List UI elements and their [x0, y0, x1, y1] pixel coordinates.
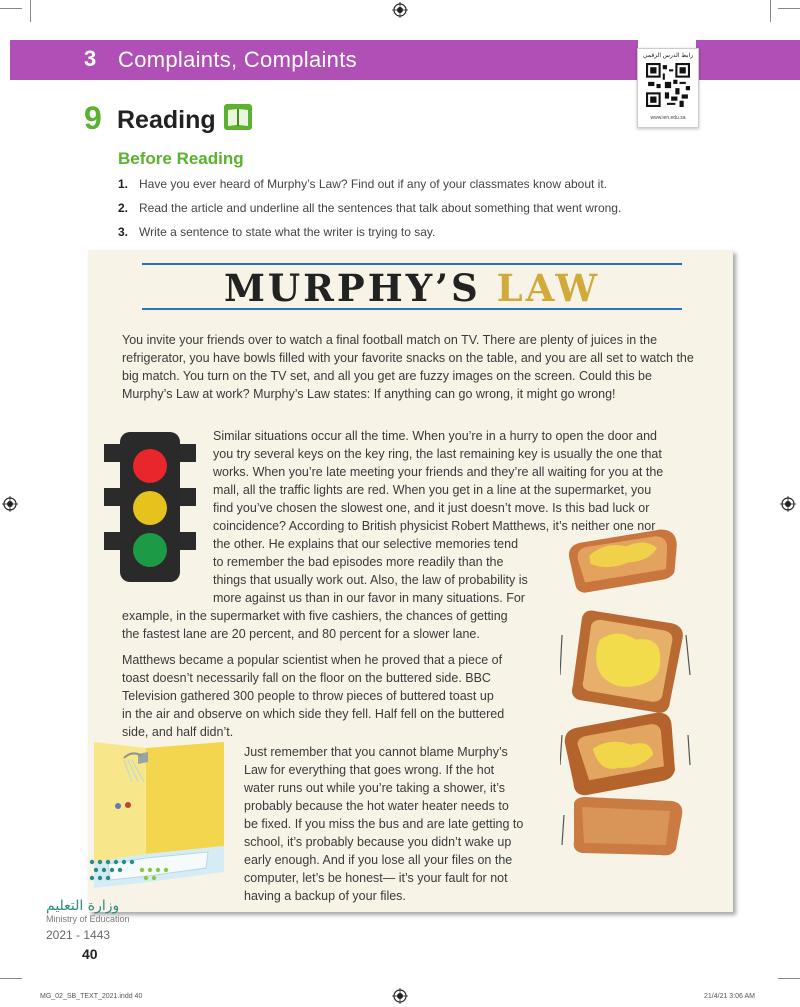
paragraph-3-line: Matthews became a popular scientist when he proved that a piece of	[122, 653, 503, 667]
paragraph-3	[122, 651, 572, 741]
article-title	[140, 266, 684, 310]
section-title: Reading	[117, 106, 216, 134]
question-2: 2. Read the article and underline all the sentences that talk about something that went wrong.	[118, 201, 622, 215]
edition-year: 2021 - 1443	[46, 928, 111, 942]
article-title-part1: MURPHY’S	[223, 266, 481, 310]
paragraph-3-line: Television gathered 300 people to throw pieces of buttered toast up	[122, 689, 494, 703]
paragraph-2-line: more against us than in our favor in many situations. For	[213, 591, 525, 605]
page-number: 40	[82, 946, 98, 962]
paragraph-4-line: computer, let’s be honest— it’s your fault for not	[244, 871, 508, 885]
qr-code-icon	[646, 63, 690, 107]
before-reading-heading: Before Reading	[118, 149, 244, 168]
print-file-name: MG_02_SB_TEXT_2021.indd 40	[40, 993, 143, 1000]
paragraph-4-line: early enough. And if you lose all your files on the	[244, 853, 513, 867]
paragraph-4-line: probably because the hot water heater needs to	[244, 799, 509, 813]
paragraph-4-line: water runs out while you’re taking a shower, it’s	[244, 781, 506, 795]
paragraph-2-line: the other. He explains that our selective memories tend	[213, 537, 519, 551]
unit-number: 3	[84, 46, 97, 71]
registration-mark-right	[780, 496, 796, 512]
paragraph-2-line: things that usually work out. Also, the law of probability is	[213, 573, 528, 587]
paragraph-1: You invite your friends over to watch a final football match on TV. There are plenty of juices in the refrigerator, you have bowls filled with your favorite snacks on the table, and you are all set to watch the big match. You turn on the TV set, and all you get are fuzzy images on the screen. Could this be Murphy’s Law at work? Murphy’s Law states: If anything can go wrong, it might go wrong!	[122, 333, 694, 401]
paragraph-2-tail	[122, 607, 582, 643]
paragraph-2-line: example, in the supermarket with five cashiers, the chances of getting	[122, 609, 508, 623]
title-rule-top	[142, 263, 682, 265]
unit-title: Complaints, Complaints	[118, 47, 357, 72]
paragraph-3-line: side, and half didn’t.	[122, 725, 234, 739]
paragraph-4-line: Law for everything that goes wrong. If the hot	[244, 763, 495, 777]
question-3: 3. Write a sentence to state what the writer is trying to say.	[118, 225, 436, 239]
question-1: 1. Have you ever heard of Murphy’s Law? Find out if any of your classmates know about it.	[118, 177, 608, 191]
paragraph-4-line: be fixed. If you miss the bus and are late getting to	[244, 817, 524, 831]
paragraph-2-line: mall, all the traffic lights are red. When you get in a line at the supermarket, you	[213, 483, 652, 497]
paragraph-3-line: toast doesn’t necessarily fall on the floor on the buttered side. BBC	[122, 671, 491, 685]
paragraph-2-line: coincidence? According to British physicist Robert Matthews, it’s neither one nor	[213, 519, 656, 533]
qr-url: www.ien.edu.sa	[650, 115, 686, 121]
paragraph-4-line: having a backup of your files.	[244, 889, 406, 903]
paragraph-2-line: works. When you’re late meeting your friends and they’re all waiting for you at the	[213, 465, 664, 479]
paragraph-2-line: to remember the bad episodes more readily than the	[213, 555, 504, 569]
ministry-name-english: Ministry of Education	[46, 914, 130, 924]
falling-toast-image	[560, 525, 692, 865]
article-title-part2: LAW	[496, 266, 601, 310]
print-timestamp: 21/4/21 3:06 AM	[704, 993, 755, 1000]
paragraph-2-line: Similar situations occur all the time. When you’re in a hurry to open the door and	[213, 429, 657, 443]
ministry-name-arabic: وزارة التعليم	[46, 898, 120, 914]
registration-mark-left	[2, 496, 18, 512]
qr-label: رابط الدرس الرقمي	[642, 53, 694, 59]
paragraph-4	[244, 743, 564, 905]
registration-mark-bottom	[392, 988, 408, 1004]
digital-lesson-qr[interactable]	[637, 48, 699, 128]
registration-mark-top	[392, 2, 408, 18]
ministry-logo-dots-icon	[86, 856, 182, 892]
paragraph-3-line: in the air and observe on which side they fell. Half fell on the buttered	[122, 707, 505, 721]
paragraph-2-line: find you’ve chosen the slowest one, and it just doesn’t move. Is this bad luck or	[213, 501, 650, 515]
paragraph-2-line: you try several keys on the key ring, the last remaining key is usually the one that	[213, 447, 662, 461]
paragraph-4-line: school, it’s probably because you didn’t wake up	[244, 835, 512, 849]
section-number: 9	[84, 100, 102, 136]
paragraph-4-line: Just remember that you cannot blame Murphy’s	[244, 745, 508, 759]
traffic-light-image	[104, 432, 196, 582]
paragraph-2-line: the fastest lane are 20 percent, and 80 percent for a slower lane.	[122, 627, 480, 641]
book-icon	[224, 104, 252, 130]
unit-header-band-right	[696, 40, 800, 80]
